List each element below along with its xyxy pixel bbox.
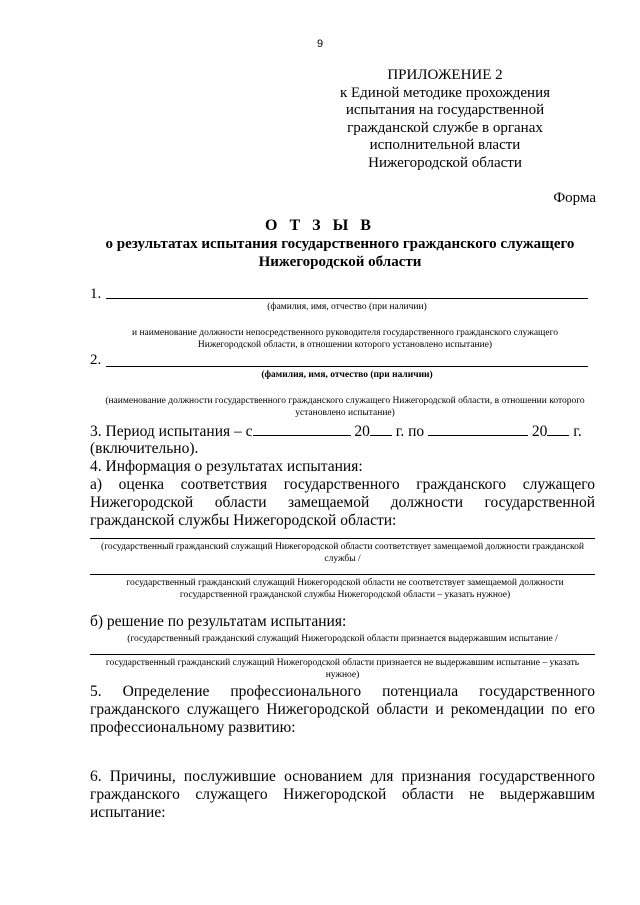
item3-year-suffix: г. по (395, 423, 425, 440)
item2-caption: (фамилия, имя, отчество (при наличии) (261, 370, 433, 380)
item2-number: 2. (90, 352, 102, 368)
item4a-line: Нижегородской области замещаемой должности государственной (90, 494, 595, 511)
item3-year-prefix: 20 (354, 423, 370, 440)
item4a-input-line[interactable] (90, 538, 595, 539)
subtitle-line: о результатах испытания государственного гражданского служащего (105, 236, 575, 252)
appendix-line: ПРИЛОЖЕНИЕ 2 (387, 67, 503, 83)
item4a-note: (государственный гражданский служащий Нижегородской области соответствует замещаемой должности гражданской службы / (101, 542, 584, 564)
appendix-header (300, 67, 590, 172)
period-start-field[interactable] (253, 421, 351, 436)
item6-line: 6. Причины, послужившие основанием для признания государственного (90, 768, 595, 785)
appendix-line: гражданской службе в органах (347, 119, 543, 136)
item1-caption: (фамилия, имя, отчество (при наличии) (267, 302, 427, 312)
item3-year-prefix-2: 20 (531, 423, 548, 440)
item4a-line: а) оценка соответствия государственного гражданского служащего (90, 476, 595, 493)
item3-inclusive: (включительно). (90, 440, 199, 457)
item4b-note-2: государственный гражданский служащий Нижегородской области признается не выдержавшим испытание – указать нужное) (105, 658, 580, 680)
appendix-line: испытания на государственной (345, 102, 545, 118)
period-end-field[interactable] (428, 421, 528, 436)
document-subtitle (90, 235, 590, 271)
item4b-note: (государственный гражданский служащий Нижегородской области признается выдержавшим испытание / (127, 634, 558, 644)
item4a-line: гражданской службы Нижегородской области: (90, 512, 397, 529)
item4b-input-line[interactable] (90, 654, 595, 655)
appendix-line: к Единой методике прохождения (339, 84, 551, 101)
item5-line: 5. Определение профессионального потенциала государственного (90, 683, 595, 700)
document-title: О Т З Ы В (265, 217, 375, 234)
item6-line: испытание: (90, 804, 166, 821)
subtitle-line: Нижегородской области (258, 254, 422, 270)
item1-number: 1. (90, 286, 102, 302)
appendix-line: Нижегородской области (368, 154, 522, 171)
item3-label: 3. Период испытания – с (90, 423, 253, 440)
period-start-year-field[interactable] (370, 421, 392, 436)
item5-line: профессиональному развитию: (90, 719, 296, 736)
item1-input-line[interactable] (106, 298, 588, 299)
item4a-note-2: государственный гражданский служащий Нижегородской области не соответствует замещаемой должности государственной гражданской службы Нижегородской области – указать нужное) (126, 578, 564, 600)
page-number: 9 (316, 38, 324, 50)
item5-line: гражданского служащего Нижегородской области и рекомендации по его (90, 701, 595, 718)
form-label: Форма (553, 190, 596, 206)
item4b-label: б) решение по результатам испытания: (90, 613, 347, 630)
item4a-input-line-2[interactable] (90, 574, 595, 575)
item3-period (90, 421, 582, 442)
item2-input-line[interactable] (106, 366, 588, 367)
appendix-line: исполнительной власти (369, 137, 521, 153)
item4-label: 4. Информация о результатах испытания: (90, 458, 363, 475)
item1-note: и наименование должности непосредственного руководителя государственного гражданского служащего Нижегородской области, в отношении которого установлено испытание) (132, 328, 558, 350)
item6-line: гражданского служащего Нижегородской области не выдержавшим (90, 786, 595, 803)
item3-year-suffix-2: г. (573, 423, 582, 440)
period-end-year-field[interactable] (547, 421, 569, 436)
item2-note: (наименование должности государственного гражданского служащего Нижегородской области, в отношении которого установлено испытание) (105, 396, 585, 418)
